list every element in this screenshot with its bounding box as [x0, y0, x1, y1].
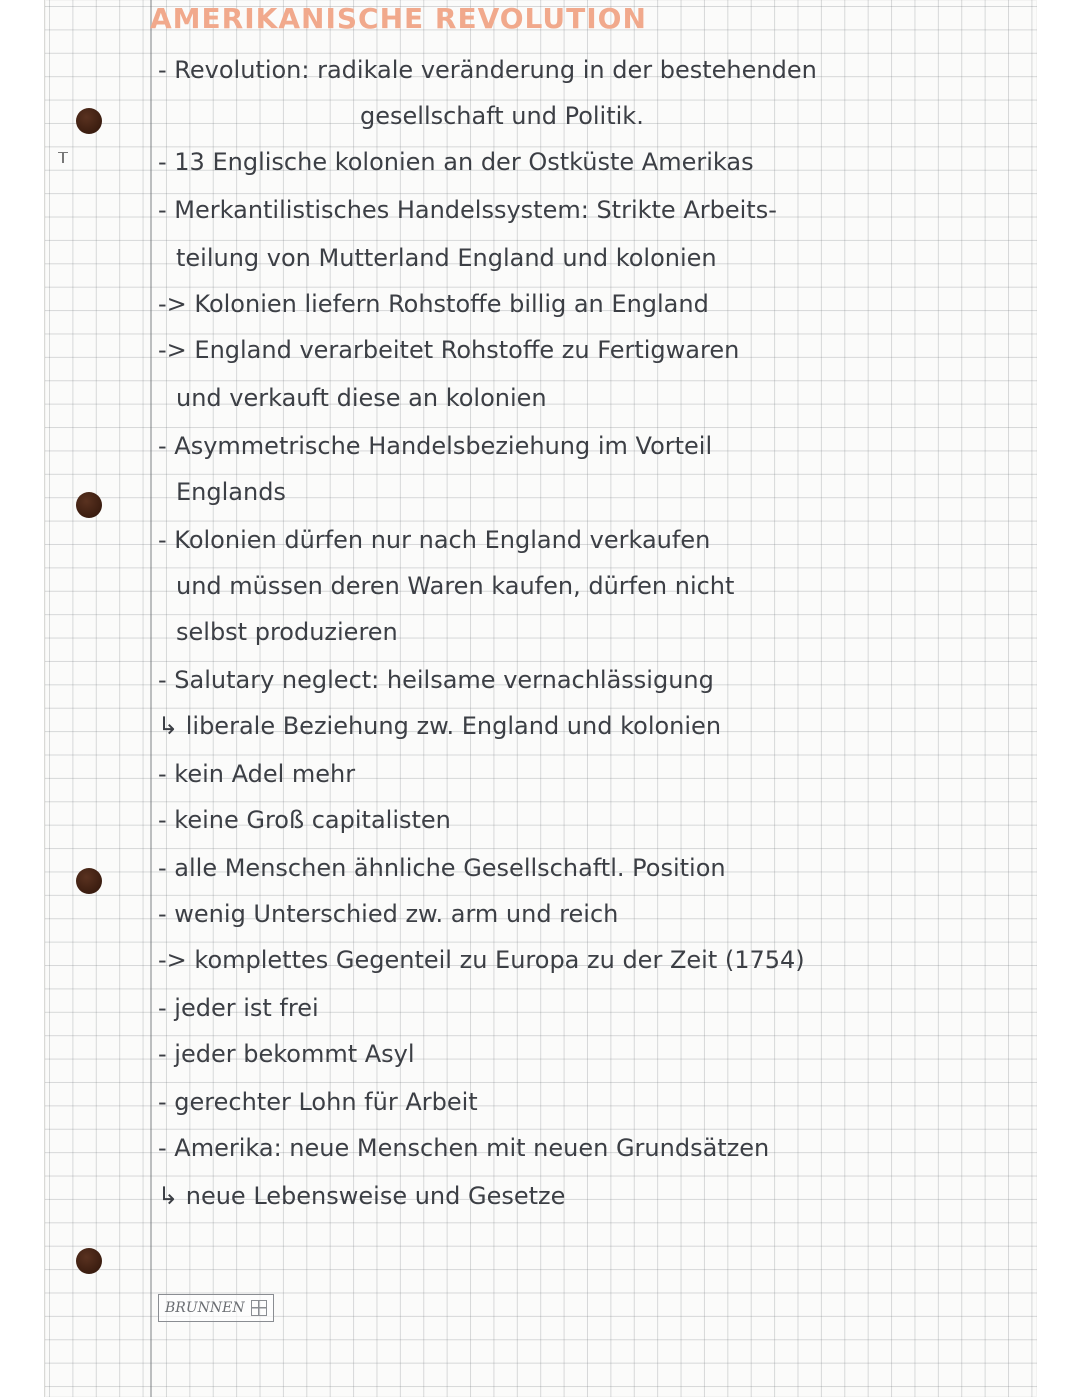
note-line: ↳ liberale Beziehung zw. England und kolonien	[158, 712, 722, 740]
note-line: -> England verarbeitet Rohstoffe zu Fertigwaren	[158, 336, 740, 364]
note-line: selbst produzieren	[176, 618, 398, 646]
margin-tick-mark	[58, 152, 68, 165]
note-line: - 13 Englische kolonien an der Ostküste Amerikas	[158, 148, 754, 176]
note-line: gesellschaft und Politik.	[360, 102, 644, 130]
note-line: -> Kolonien liefern Rohstoffe billig an England	[158, 290, 709, 318]
note-line: ↳ neue Lebensweise und Gesetze	[158, 1182, 566, 1210]
note-line: und verkauft diese an kolonien	[176, 384, 547, 412]
note-line: - alle Menschen ähnliche Gesellschaftl. Position	[158, 854, 726, 882]
note-line: - wenig Unterschied zw. arm und reich	[158, 900, 619, 928]
note-line: - Kolonien dürfen nur nach England verkaufen	[158, 526, 711, 554]
note-line: - Salutary neglect: heilsame vernachlässigung	[158, 666, 714, 694]
note-line: - kein Adel mehr	[158, 760, 356, 788]
note-line: - Amerika: neue Menschen mit neuen Grundsätzen	[158, 1134, 770, 1162]
brand-name: BRUNNEN	[165, 1300, 245, 1316]
brand-grid-icon	[251, 1300, 267, 1316]
note-line: -> komplettes Gegenteil zu Europa zu der Zeit (1754)	[158, 946, 805, 974]
brand-logo	[158, 1294, 274, 1322]
note-line: Englands	[176, 478, 286, 506]
page-title: AMERIKANISCHE REVOLUTION	[150, 2, 647, 35]
punch-hole	[76, 492, 102, 518]
punch-hole	[76, 868, 102, 894]
note-line: teilung von Mutterland England und kolonien	[176, 244, 717, 272]
note-line: - jeder bekommt Asyl	[158, 1040, 415, 1068]
punch-hole	[76, 1248, 102, 1274]
punch-hole	[76, 108, 102, 134]
note-line: und müssen deren Waren kaufen, dürfen nicht	[176, 572, 735, 600]
margin-line	[150, 0, 152, 1397]
note-line: - keine Groß capitalisten	[158, 806, 451, 834]
note-line: - Asymmetrische Handelsbeziehung im Vorteil	[158, 432, 713, 460]
note-line: - jeder ist frei	[158, 994, 319, 1022]
note-line: - Merkantilistisches Handelssystem: Strikte Arbeits-	[158, 196, 777, 224]
note-line: - Revolution: radikale veränderung in der bestehenden	[158, 56, 817, 84]
note-line: - gerechter Lohn für Arbeit	[158, 1088, 478, 1116]
